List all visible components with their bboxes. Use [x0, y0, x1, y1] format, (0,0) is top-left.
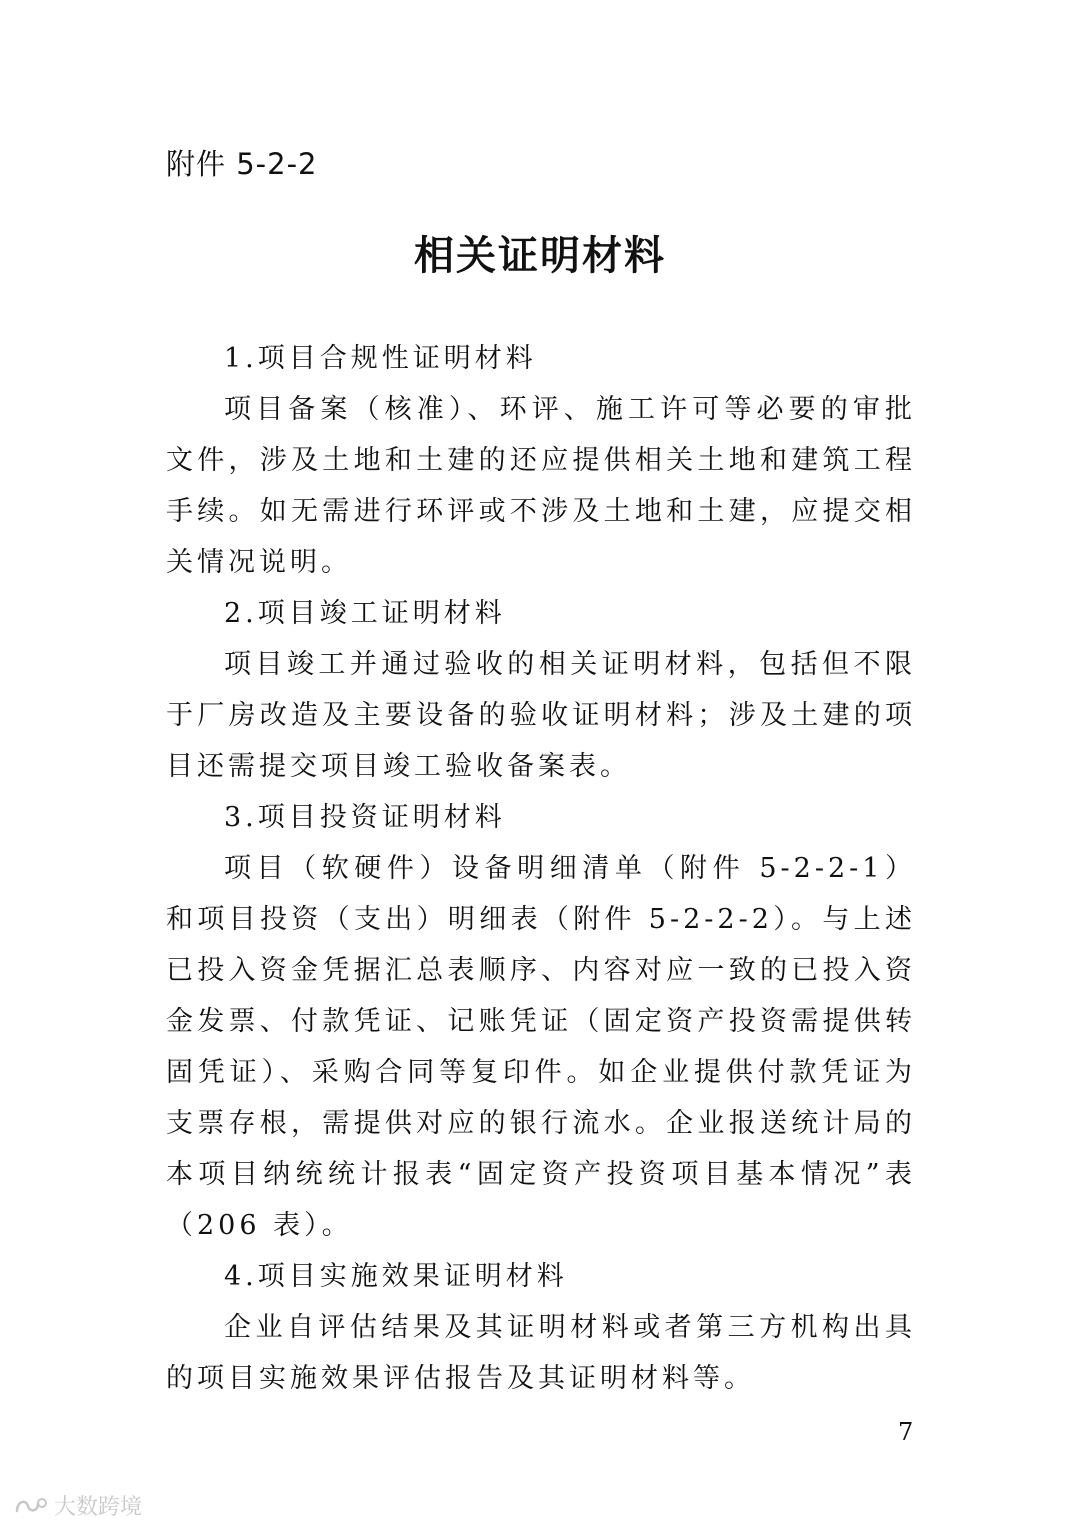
section-heading: 2.项目竣工证明材料	[224, 598, 506, 629]
brand-logo-icon	[14, 1495, 48, 1517]
section-paragraph: 项目备案（核准）、环评、施工许可等必要的审批文件，涉及土地和土建的还应提供相关土地和建筑工程手续。如无需进行环评或不涉及土地和土建，应提交相关情况说明。	[166, 394, 916, 578]
section-heading: 4.项目实施效果证明材料	[224, 1261, 568, 1292]
watermark-text: 大数跨境	[54, 1495, 143, 1520]
section-paragraph: 项目竣工并通过验收的相关证明材料，包括但不限于厂房改造及主要设备的验收证明材料；涉及土建的项目还需提交项目竣工验收备案表。	[166, 649, 916, 782]
watermark	[14, 1490, 142, 1521]
page-number: 7	[898, 1418, 914, 1446]
page-title: 相关证明材料	[414, 233, 666, 279]
document-body	[166, 333, 916, 1404]
section-heading: 1.项目合规性证明材料	[224, 343, 537, 374]
section-heading: 3.项目投资证明材料	[224, 802, 506, 833]
attachment-label: 附件 5-2-2	[166, 147, 318, 181]
section-paragraph: 企业自评估结果及其证明材料或者第三方机构出具的项目实施效果评估报告及其证明材料等。	[166, 1312, 916, 1394]
section-paragraph: 项目（软硬件）设备明细清单（附件 5-2-2-1）和项目投资（支出）明细表（附件 5-2-2-2）。与上述已投入资金凭据汇总表顺序、内容对应一致的已投入资金发票、付款凭证、记账凭证（固定资产投资需提供转固凭证）、采购合同等复印件。如企业提供付款凭证为支票存根，需提供对应的银行流水。企业报送统计局的本项目纳统统计报表“固定资产投资项目基本情况”表（206 表）。	[166, 853, 916, 1241]
